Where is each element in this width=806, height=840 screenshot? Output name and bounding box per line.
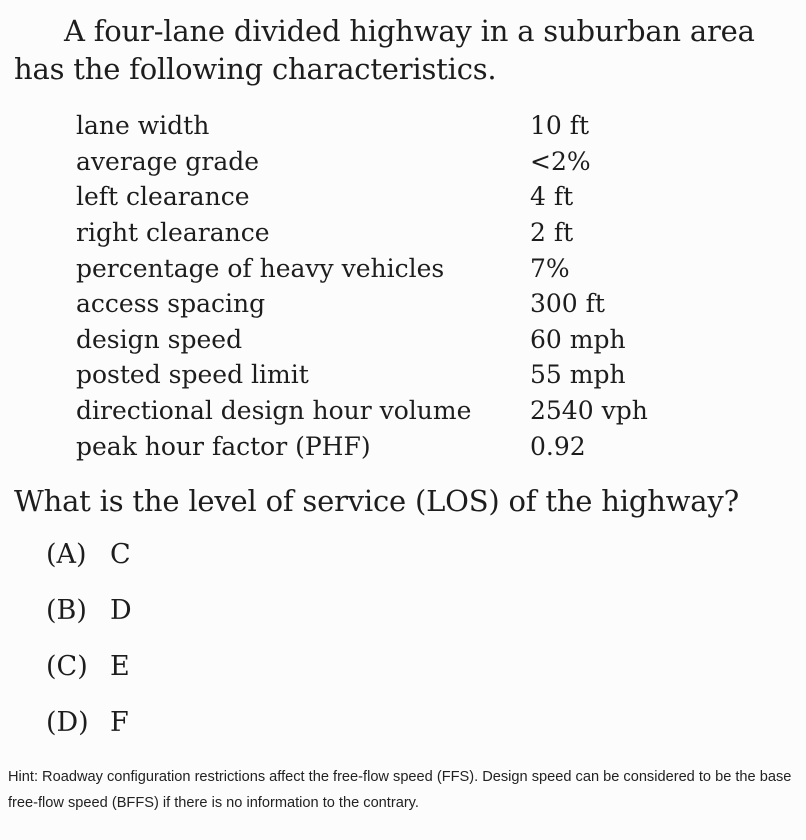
characteristic-value: 2540 vph: [530, 396, 648, 426]
characteristic-value: 60 mph: [530, 324, 626, 354]
characteristic-value: 2 ft: [530, 218, 574, 248]
characteristic-label: directional design hour volume: [76, 396, 472, 426]
table-row: [76, 250, 730, 286]
characteristic-value: 0.92: [530, 431, 586, 461]
answer-options: [46, 535, 132, 759]
table-row: [76, 108, 730, 144]
option-label: (B): [46, 595, 87, 626]
characteristic-label: average grade: [76, 146, 260, 176]
option-label: (A): [46, 539, 87, 570]
option-text: D: [110, 595, 132, 626]
characteristic-label: left clearance: [76, 182, 250, 212]
characteristic-value: 10 ft: [530, 111, 590, 141]
table-row: [76, 322, 730, 358]
characteristic-value: 300 ft: [530, 289, 605, 319]
characteristic-label: peak hour factor (PHF): [76, 431, 371, 461]
characteristic-value: 4 ft: [530, 182, 574, 212]
answer-option-a[interactable]: [46, 535, 132, 591]
problem-intro: A four-lane divided highway in a suburban area has the following characteristics.: [14, 14, 755, 86]
question-text: What is the level of service (LOS) of the highway?: [14, 484, 739, 518]
characteristic-label: access spacing: [76, 289, 266, 319]
characteristic-label: posted speed limit: [76, 360, 309, 390]
characteristic-value: 7%: [530, 253, 570, 283]
answer-option-c[interactable]: [46, 647, 132, 703]
answer-option-b[interactable]: [46, 591, 132, 647]
table-row: [76, 393, 730, 429]
option-text: C: [110, 539, 131, 570]
answer-option-d[interactable]: [46, 703, 132, 759]
characteristic-label: percentage of heavy vehicles: [76, 253, 445, 283]
hint-text: Hint: Roadway configuration restrictions affect the free-flow speed (FFS). Design speed can be considered to be the base free-flow speed (BFFS) if there is no information to the contrary.: [8, 769, 792, 811]
table-row: [76, 215, 730, 251]
option-text: F: [110, 707, 129, 738]
table-row: [76, 179, 730, 215]
characteristic-label: lane width: [76, 111, 210, 141]
table-row: [76, 286, 730, 322]
characteristics-table: [76, 108, 730, 464]
table-row: [76, 144, 730, 180]
characteristic-value: 55 mph: [530, 360, 626, 390]
table-row: [76, 357, 730, 393]
characteristic-label: design speed: [76, 324, 243, 354]
characteristic-label: right clearance: [76, 218, 270, 248]
characteristic-value: <2%: [530, 146, 591, 176]
option-label: (D): [46, 707, 89, 738]
option-label: (C): [46, 651, 88, 682]
table-row: [76, 428, 730, 464]
option-text: E: [110, 651, 130, 682]
